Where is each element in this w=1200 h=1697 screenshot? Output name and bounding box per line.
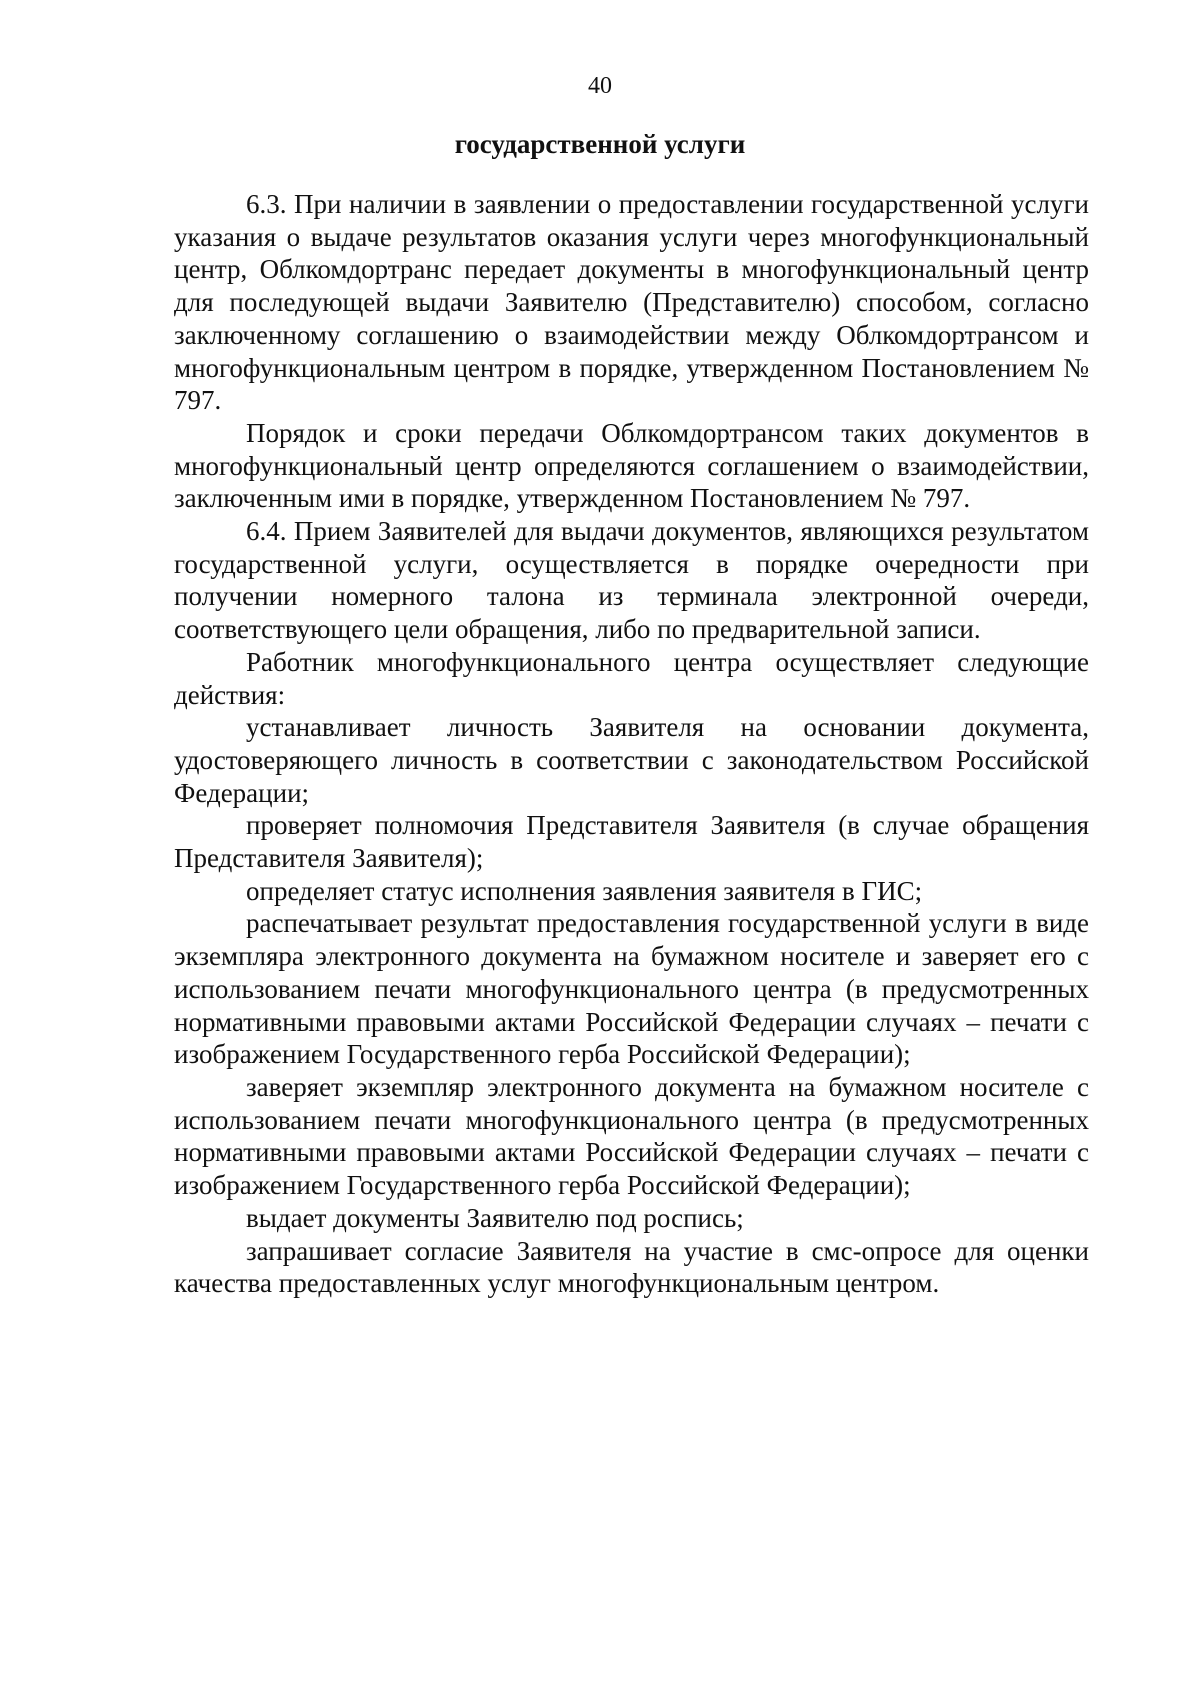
paragraph-transfer-terms: Порядок и сроки передачи Облкомдортрансом таких документов в многофункциональный центр определяются соглашением о взаимодействии, заключенным ими в порядке, утвержденном Постановлением № 797. (174, 417, 1089, 514)
list-item-check-authority: проверяет полномочия Представителя Заявителя (в случае обращения Представителя Заявителя); (174, 810, 1089, 874)
list-item-certify-copy: заверяет экземпляр электронного документа на бумажном носителе с использованием печати многофункционального центра (в предусмотренных нормативными правовыми актами Российской Федерации случаях – печати с изображением Государственного герба Российской Федерации); (174, 1071, 1089, 1201)
document-body (174, 188, 1089, 1300)
paragraph-6-4: 6.4. Прием Заявителей для выдачи документов, являющихся результатом государственной услуги, осуществляется в порядке очередности при получении номерного талона из терминала электронной очереди, соответствующего цели обращения, либо по предварительной записи. (174, 516, 1089, 645)
page-number: 40 (588, 73, 612, 99)
list-item-request-consent: запрашивает согласие Заявителя на участие в смс-опросе для оценки качества предоставленных услуг многофункциональным центром. (174, 1235, 1089, 1299)
list-item-issue-documents: выдает документы Заявителю под роспись; (246, 1202, 744, 1233)
list-item-print-result: распечатывает результат предоставления государственной услуги в виде экземпляра электронного документа на бумажном носителе и заверяет его с использованием печати многофункционального центра (в предусмотренных нормативными правовыми актами Российской Федерации случаях – печати с изображением Государственного герба Российской Федерации); (174, 908, 1089, 1070)
list-item-check-status: определяет статус исполнения заявления заявителя в ГИС; (246, 875, 923, 906)
list-item-verify-identity: устанавливает личность Заявителя на основании документа, удостоверяющего личность в соответствии с законодательством Российской Федерации; (174, 712, 1089, 808)
paragraph-worker-actions: Работник многофункционального центра осуществляет следующие действия: (174, 646, 1089, 710)
section-heading: государственной услуги (454, 129, 746, 159)
paragraph-6-3: 6.3. При наличии в заявлении о предоставлении государственной услуги указания о выдаче результатов оказания услуги через многофункциональный центр, Облкомдортранс передает документы в многофункциональный центр для последующей выдачи Заявителю (Представителю) способом, согласно заключенному соглашению о взаимодействии между Облкомдортрансом и многофункциональным центром в порядке, утвержденном Постановлением № 797. (174, 189, 1089, 416)
